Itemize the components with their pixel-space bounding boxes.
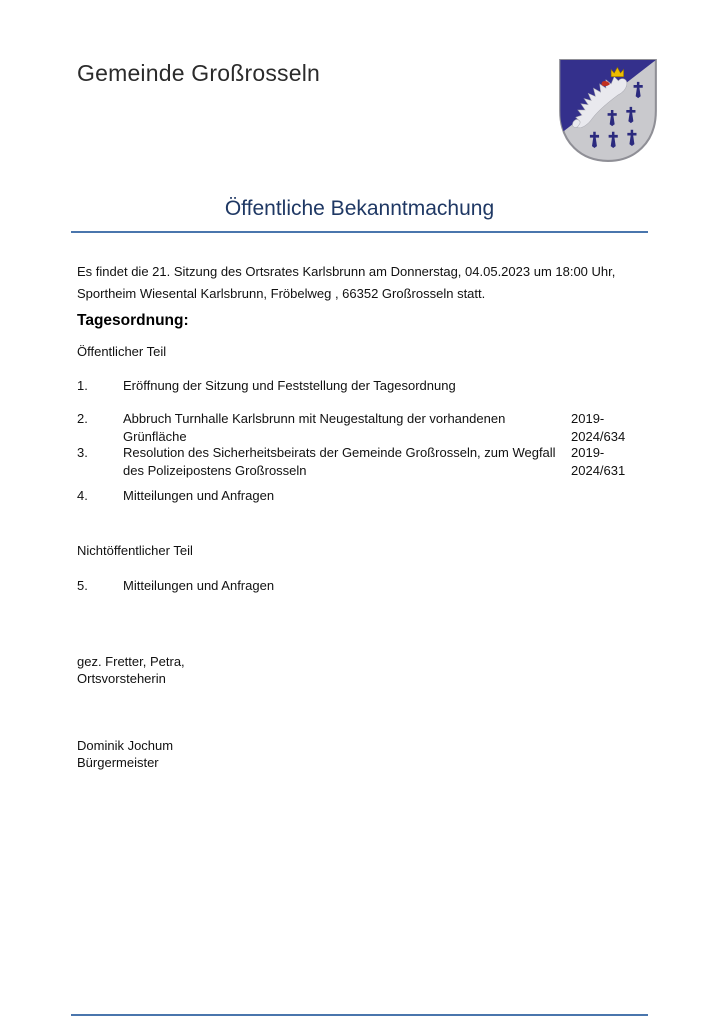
meeting-announcement-text: Es findet die 21. Sitzung des Ortsrates Karlsbrunn am Donnerstag, 04.05.2023 um 18:00 Uhr, Sportheim Wiesental Karlsbrunn, Fröbelweg , 66352 Großrosseln statt. bbox=[77, 264, 616, 301]
signature-ortsvorsteherin bbox=[77, 654, 185, 687]
public-section-label: Öffentlicher Teil bbox=[77, 344, 167, 359]
agenda-item-2 bbox=[77, 410, 651, 445]
signature-name: Dominik Jochum bbox=[77, 738, 174, 753]
coat-of-arms bbox=[556, 56, 660, 166]
signature-role: Bürgermeister bbox=[77, 754, 159, 770]
agenda-item-number: 2. bbox=[77, 411, 88, 426]
agenda-item-text: Mitteilungen und Anfragen bbox=[123, 488, 275, 503]
agenda-item-5 bbox=[77, 577, 651, 595]
agenda-item-ref bbox=[571, 487, 633, 505]
agenda-item-text: Mitteilungen und Anfragen bbox=[123, 578, 275, 593]
agenda-item-ref: 2019-2024/634 bbox=[571, 411, 626, 444]
agenda-item-text: Eröffnung der Sitzung und Feststellung der Tagesordnung bbox=[123, 378, 456, 393]
nonpublic-section-label: Nichtöffentlicher Teil bbox=[77, 543, 193, 558]
agenda-item-ref: 2019-2024/631 bbox=[571, 445, 626, 478]
document-title: Öffentliche Bekanntmachung bbox=[71, 197, 648, 233]
coat-of-arms-icon bbox=[556, 56, 660, 166]
agenda-item-number: 1. bbox=[77, 378, 88, 393]
signature-role: Ortsvorsteherin bbox=[77, 670, 166, 686]
agenda-item-number: 3. bbox=[77, 445, 88, 460]
agenda-item-3 bbox=[77, 444, 651, 479]
agenda-item-ref bbox=[571, 377, 633, 395]
agenda-item-4 bbox=[77, 487, 651, 505]
agenda-item-ref bbox=[571, 577, 633, 595]
agenda-item-number: 5. bbox=[77, 578, 88, 593]
agenda-item-text: Abbruch Turnhalle Karlsbrunn mit Neugestaltung der vorhandenen Grünfläche bbox=[123, 411, 506, 444]
agenda-item-text: Resolution des Sicherheitsbeirats der Gemeinde Großrosseln, zum Wegfall des Polizeipostens Großrosseln bbox=[123, 445, 556, 478]
signature-name: gez. Fretter, Petra, bbox=[77, 654, 185, 669]
signature-buergermeister bbox=[77, 738, 173, 771]
agenda-heading: Tagesordnung: bbox=[77, 312, 189, 329]
municipality-name: Gemeinde Großrosseln bbox=[77, 60, 321, 86]
footer-rule bbox=[71, 1014, 648, 1016]
agenda-item-number: 4. bbox=[77, 488, 88, 503]
agenda-item-1 bbox=[77, 377, 651, 395]
